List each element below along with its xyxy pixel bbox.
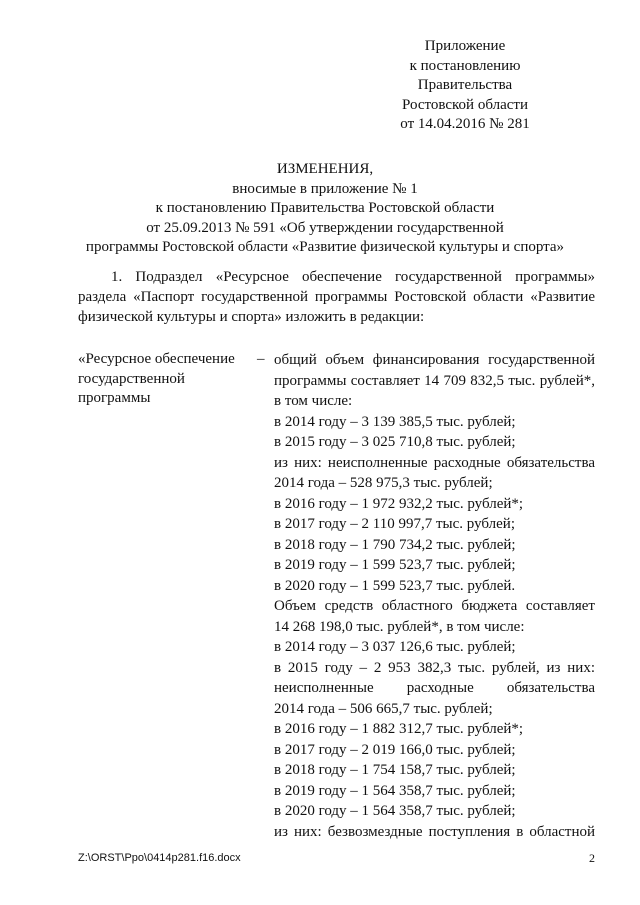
funding-line: неисполненные расходные обязательства (274, 680, 595, 696)
funding-line: из них: неисполненные расходные обязательства (274, 454, 595, 471)
funding-line: в 2016 году – 1 972 932,2 тыс. рублей*; (274, 495, 524, 512)
funding-line: Объем средств областного бюджета составляет (274, 598, 595, 614)
funding-line: в 2015 году – 2 953 382,3 тыс. рублей, из них: (274, 659, 595, 676)
funding-line: в 2020 году – 1 564 358,7 тыс. рублей; (274, 803, 516, 819)
funding-line: в 2015 году – 3 025 710,8 тыс. рублей; (274, 434, 516, 450)
section-label-column (78, 350, 258, 409)
page-number: 2 (589, 851, 595, 865)
section-label-line: программы (78, 390, 151, 406)
column-dash: – (257, 351, 265, 367)
funding-line: в 2019 году – 1 564 358,7 тыс. рублей; (274, 782, 516, 799)
paragraph-line: физической культуры и спорта» изложить в редакции: (78, 309, 425, 325)
title-line: к постановлению Правительства Ростовской области (155, 200, 495, 216)
appendix-line: Правительства (417, 77, 513, 93)
funding-line: программы составляет 14 709 832,5 тыс. рублей*, (274, 372, 595, 389)
paragraph-1 (78, 267, 595, 327)
funding-line: в 2019 году – 1 599 523,7 тыс. рублей; (274, 557, 516, 573)
funding-line: в 2014 году – 3 037 126,6 тыс. рублей; (274, 639, 516, 655)
funding-line: в 2018 году – 1 790 734,2 тыс. рублей; (274, 536, 516, 553)
funding-line: в 2017 году – 2 110 997,7 тыс. рублей; (274, 516, 515, 532)
funding-line: из них: безвозмездные поступления в областной (274, 823, 595, 840)
section-label-line: государственной (78, 370, 185, 387)
document-heading: ИЗМЕНЕНИЯ, (276, 161, 374, 177)
funding-line: в 2020 году – 1 599 523,7 тыс. рублей. (274, 577, 516, 594)
funding-line: общий объем финансирования государственной (274, 352, 595, 368)
footer-file-path: Z:\ORST\Ppo\0414p281.f16.docx (78, 852, 241, 864)
funding-line: 2014 года – 528 975,3 тыс. рублей; (274, 475, 493, 491)
appendix-line: от 14.04.2016 № 281 (400, 116, 530, 132)
title-line: вносимые в приложение № 1 (232, 180, 418, 197)
funding-line: 14 268 198,0 тыс. рублей*, в том числе: (274, 618, 525, 635)
funding-details-column (274, 350, 595, 842)
paragraph-line: 1. Подраздел «Ресурсное обеспечение государственной программы» (111, 269, 595, 285)
appendix-line: Ростовской области (402, 96, 528, 113)
section-label-line: «Ресурсное обеспечение (78, 351, 235, 367)
funding-line: в 2014 году – 3 139 385,5 тыс. рублей; (274, 413, 516, 430)
title-line: программы Ростовской области «Развитие физической культуры и спорта» (85, 239, 565, 255)
appendix-block (365, 37, 565, 135)
paragraph-line: раздела «Паспорт государственной программы Ростовской области «Развитие (78, 289, 595, 305)
appendix-line: к постановлению (409, 57, 521, 74)
title-line: от 25.09.2013 № 591 «Об утверждении государственной (146, 219, 504, 236)
funding-line: в том числе: (274, 393, 353, 409)
document-title-block (60, 160, 590, 258)
funding-line: в 2016 году – 1 882 312,7 тыс. рублей*; (274, 721, 524, 737)
funding-line: 2014 года – 506 665,7 тыс. рублей; (274, 700, 493, 717)
funding-line: в 2017 году – 2 019 166,0 тыс. рублей; (274, 741, 516, 758)
appendix-line: Приложение (424, 38, 506, 54)
funding-line: в 2018 году – 1 754 158,7 тыс. рублей; (274, 762, 516, 778)
